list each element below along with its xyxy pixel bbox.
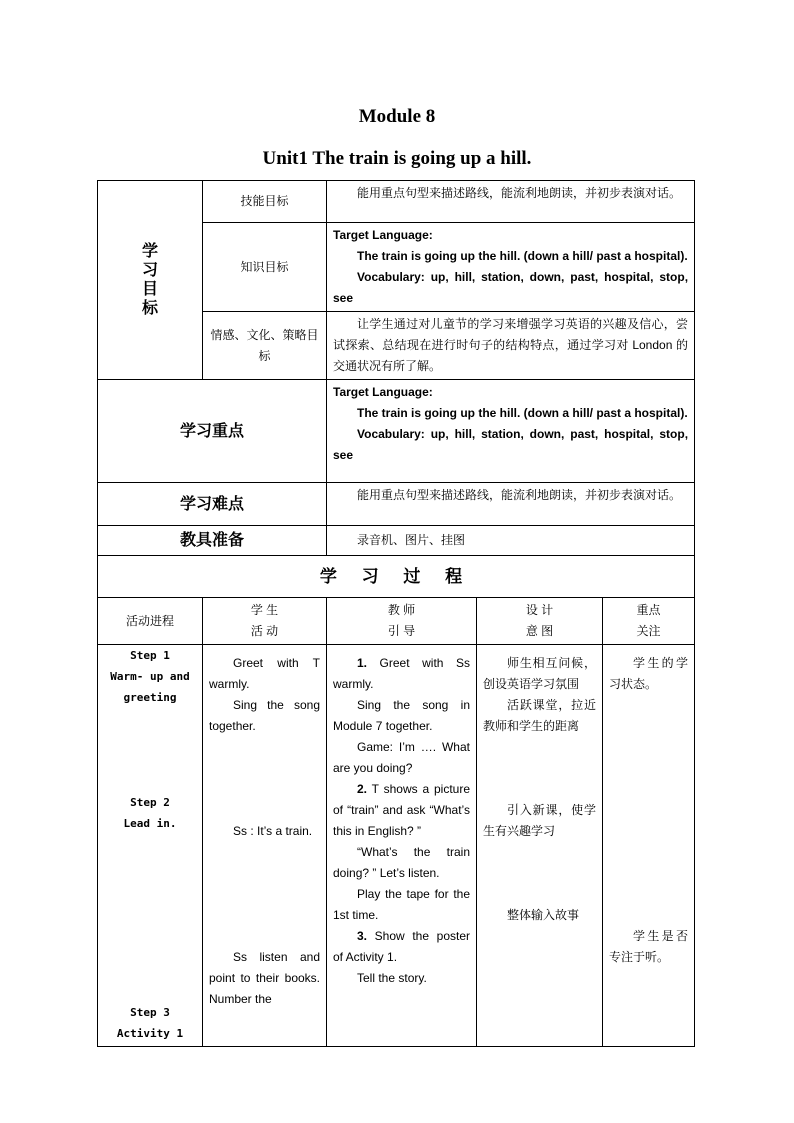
key-target-label: Target Language: bbox=[333, 385, 433, 399]
step3-line2: Activity 1 bbox=[116, 1027, 184, 1040]
teacher-p8: Tell the story. bbox=[357, 971, 427, 985]
knowledge-sentence: The train is going up the hill. (down a hill/ past a hospital). bbox=[357, 249, 688, 263]
knowledge-goal-label: 知识目标 bbox=[203, 223, 327, 312]
header-focus-1: 重点 bbox=[636, 603, 661, 617]
teacher-p4 bbox=[333, 779, 470, 842]
header-student-1: 学 生 bbox=[250, 603, 279, 617]
header-focus bbox=[603, 598, 695, 645]
header-teacher bbox=[327, 598, 477, 645]
student-p2: Sing the song together. bbox=[209, 698, 320, 733]
header-design-1: 设 计 bbox=[525, 603, 554, 617]
design-p2: 活跃课堂，拉近教师和学生的距离 bbox=[483, 698, 596, 733]
student-p4: Ss listen and point to their books. Number the bbox=[209, 950, 320, 1006]
student-activity-cell bbox=[203, 645, 327, 1047]
steps-cell bbox=[98, 645, 203, 1047]
teacher-p1-num: 1. bbox=[357, 656, 368, 670]
focus-p2: 学生是否专注于听。 bbox=[609, 929, 689, 964]
teacher-p7-text: Show the poster of Activity 1. bbox=[333, 929, 470, 964]
unit-title: Unit1 The train is going up a hill. bbox=[262, 148, 532, 169]
difficulties-label: 学习难点 bbox=[98, 483, 327, 526]
header-design bbox=[477, 598, 603, 645]
goals-label: 学习目标 bbox=[141, 243, 158, 317]
skill-goal-text: 能用重点句型来描述路线，能流利地朗读，并初步表演对话。 bbox=[327, 181, 695, 223]
key-points-text bbox=[327, 380, 695, 483]
teacher-p1-text: Greet with Ss warmly. bbox=[333, 656, 470, 691]
step1-line3: greeting bbox=[123, 691, 177, 704]
focus-cell bbox=[603, 645, 695, 1047]
emotion-goal-label: 情感、文化、策略目标 bbox=[203, 312, 327, 380]
materials-label: 教具准备 bbox=[98, 526, 327, 556]
header-teacher-1: 教 师 bbox=[387, 603, 416, 617]
teacher-p3: Game: I’m …. What are you doing? bbox=[333, 740, 470, 775]
knowledge-goal-text bbox=[327, 223, 695, 312]
design-intent-cell bbox=[477, 645, 603, 1047]
teacher-p6: Play the tape for the 1st time. bbox=[333, 887, 470, 922]
key-vocab: Vocabulary: up, hill, station, down, past, hospital, stop, see bbox=[333, 427, 689, 462]
header-student bbox=[203, 598, 327, 645]
teacher-p5: “What’s the train doing? ” Let’s listen. bbox=[333, 845, 470, 880]
step1-title: Step 1 bbox=[130, 649, 170, 662]
teacher-p4-num: 2. bbox=[357, 782, 368, 796]
key-sentence: The train is going up the hill. (down a hill/ past a hospital). bbox=[357, 406, 688, 420]
header-activity: 活动进程 bbox=[98, 598, 203, 645]
teacher-p7-num: 3. bbox=[357, 929, 368, 943]
teacher-p7 bbox=[333, 926, 470, 968]
key-points-label: 学习重点 bbox=[98, 380, 327, 483]
teacher-p1 bbox=[333, 653, 470, 695]
emotion-goal-text: 让学生通过对儿童节的学习来增强学习英语的兴趣及信心，尝试探索、总结现在进行时句子的结构特点，通过学习对 London 的交通状况有所了解。 bbox=[327, 312, 695, 380]
step3-title: Step 3 bbox=[130, 1006, 170, 1019]
goals-label-cell bbox=[98, 181, 203, 380]
knowledge-target-label: Target Language: bbox=[333, 228, 433, 242]
process-heading: 学 习 过 程 bbox=[98, 556, 695, 598]
step2-line2: Lead in. bbox=[123, 817, 177, 830]
lesson-plan-table bbox=[97, 180, 695, 1047]
header-teacher-2: 引 导 bbox=[387, 624, 416, 638]
teacher-p2: Sing the song in Module 7 together. bbox=[333, 698, 470, 733]
design-p4: 整体输入故事 bbox=[507, 908, 580, 922]
header-focus-2: 关注 bbox=[636, 624, 661, 638]
header-student-2: 活 动 bbox=[250, 624, 279, 638]
student-p1: Greet with T warmly. bbox=[209, 656, 320, 691]
header-design-2: 意 图 bbox=[525, 624, 554, 638]
step1-line2: Warm- up and bbox=[110, 670, 190, 683]
focus-p1: 学生的学习状态。 bbox=[609, 656, 689, 691]
difficulties-text: 能用重点句型来描述路线，能流利地朗读，并初步表演对话。 bbox=[327, 483, 695, 526]
materials-text: 录音机、图片、挂图 bbox=[327, 526, 695, 556]
design-p1: 师生相互问候，创设英语学习氛围 bbox=[483, 656, 596, 691]
teacher-p4-text: T shows a picture of “train” and ask “What’s this in English? ” bbox=[333, 782, 470, 838]
design-p3: 引入新课，使学生有兴趣学习 bbox=[483, 803, 596, 838]
step2-title: Step 2 bbox=[130, 796, 170, 809]
student-p3: Ss : It’s a train. bbox=[233, 824, 313, 838]
module-title: Module 8 bbox=[358, 106, 436, 127]
knowledge-vocab: Vocabulary: up, hill, station, down, past, hospital, stop, see bbox=[333, 270, 689, 305]
skill-goal-label: 技能目标 bbox=[203, 181, 327, 223]
teacher-guide-cell bbox=[327, 645, 477, 1047]
